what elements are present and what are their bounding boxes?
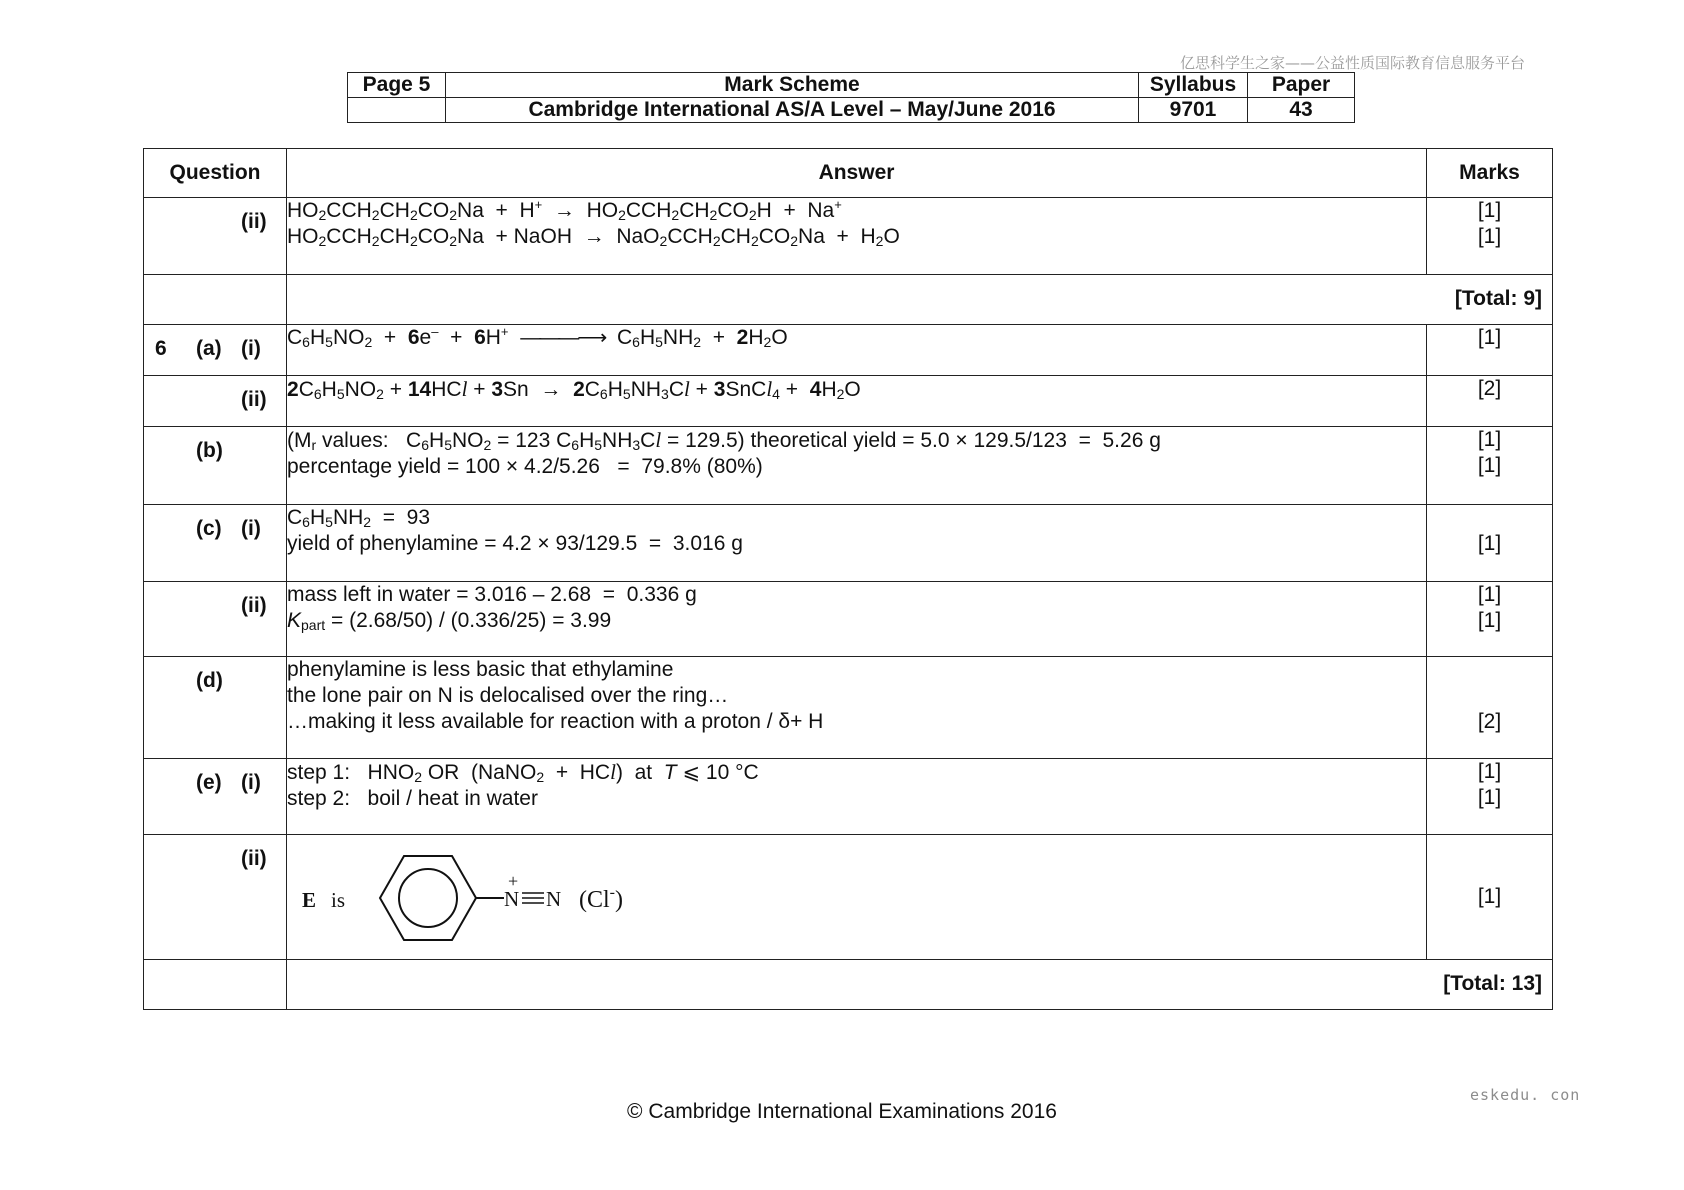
answer-cell: $C_6H_5NH_2 = 93$ yield of phenylamine = 4.2 × 93/129.5 = 3.016 g: [287, 505, 1427, 582]
column-header-answer: Answer: [287, 149, 1427, 198]
table-row: [144, 325, 1553, 376]
marks-cell: [1]: [1427, 325, 1553, 376]
paper-number: 43: [1248, 98, 1355, 123]
question-part: (ii): [241, 210, 267, 233]
marks-cell: [1]: [1427, 835, 1553, 960]
marks-cell: [1] [1]: [1427, 759, 1553, 835]
document-subtitle: Cambridge International AS/A Level – May/June 2016: [446, 98, 1139, 123]
syllabus-label: Syllabus: [1139, 73, 1248, 98]
chloride-counterion: (Cl-): [579, 884, 623, 913]
marks-cell: [1] [1]: [1427, 427, 1553, 505]
table-row: [144, 505, 1553, 582]
marks-cell: [1] [1]: [1427, 582, 1553, 657]
marks-cell: [1] [1]: [1427, 198, 1553, 275]
answer-cell: $C_6H_5NO_2 + 6e^- + 6H^+$ ———⟶ $C_6H_5NH_2 + 2H_2O$: [287, 325, 1427, 376]
question-part: (b): [196, 439, 223, 462]
diazonium-structure-diagram: [287, 835, 707, 949]
marks-cell: [1]: [1427, 505, 1553, 582]
question-part: (c): [196, 517, 222, 540]
aromatic-circle: [399, 869, 457, 927]
column-header-question: Question: [144, 149, 287, 198]
watermark-text: 亿思科学生之家——公益性质国际教育信息服务平台: [1180, 54, 1526, 72]
nitrogen-1: N: [504, 887, 520, 911]
is-word: is: [331, 888, 346, 912]
question-part: (ii): [241, 847, 267, 870]
syllabus-code: 9701: [1139, 98, 1248, 123]
answer-cell: step 1: $HNO_2$ OR (NaNO$_2$ + HCl) at T ⩽ 10 °C step 2: boil / heat in water: [287, 759, 1427, 835]
table-row: [144, 582, 1553, 657]
question-part: (ii): [241, 388, 267, 411]
question-part: (e): [196, 771, 222, 794]
question-part: (d): [196, 669, 223, 692]
header-table: [347, 72, 1355, 123]
table-row: [144, 657, 1553, 759]
marks-cell: [2]: [1427, 376, 1553, 427]
table-row: [144, 427, 1553, 505]
question-number: 6: [155, 337, 167, 360]
answer-cell: phenylamine is less basic that ethylamine the lone pair on N is delocalised over the ring… …making it less available for reaction with a proton / δ+ H: [287, 657, 1427, 759]
table-row: [144, 759, 1553, 835]
answer-cell: mass left in water = 3.016 – 2.68 = 0.336 g $K_{part} = (2.68/50) / (0.336/25) = 3.99$: [287, 582, 1427, 657]
page-number: Page 5: [348, 73, 446, 98]
question-subpart: (i): [241, 337, 261, 360]
answer-cell: ($M_r$ values: $C_6H_5NO_2 = 123$ $C_6H_5NH_3Cl = 129.5$) theoretical yield = 5.0 × 129.5/123 = 5.26 g percentage yield = 100 × 4.2/5.26 = 79.8% (80%): [287, 427, 1427, 505]
table-row: [144, 376, 1553, 427]
table-row: [144, 275, 1553, 325]
total-marks: [Total: 13]: [287, 960, 1553, 1010]
document-title: Mark Scheme: [446, 73, 1139, 98]
column-header-marks: Marks: [1427, 149, 1553, 198]
compound-label: E: [302, 888, 317, 912]
answer-cell: [287, 835, 1427, 960]
question-part: (ii): [241, 594, 267, 617]
mark-scheme-table: [143, 148, 1553, 1010]
nitrogen-2: N: [546, 887, 562, 911]
question-subpart: (i): [241, 517, 261, 540]
total-marks: [Total: 9]: [287, 275, 1553, 325]
question-part: (a): [196, 337, 222, 360]
paper-label: Paper: [1248, 73, 1355, 98]
answer-cell: $2C_6H_5NO_2 + 14HCl + 3Sn \to 2C_6H_5NH_3Cl$ + 3SnCl$_4$ + $4H_2O$: [287, 376, 1427, 427]
table-row: [144, 198, 1553, 275]
table-row: [144, 835, 1553, 960]
question-subpart: (i): [241, 771, 261, 794]
marks-cell: [2]: [1427, 657, 1553, 759]
answer-cell: $HO_2CCH_2CH_2CO_2Na + H^+ \to HO_2CCH_2CH_2CO_2H + Na^+$ $HO_2CCH_2CH_2CO_2Na$ + NaOH → $NaO_2CCH_2CH_2CO_2Na + H_2O$: [287, 198, 1427, 275]
empty-cell: [348, 98, 446, 123]
copyright-footer: © Cambridge International Examinations 2016: [627, 1100, 1057, 1123]
table-row: [144, 960, 1553, 1010]
positive-charge: +: [508, 871, 519, 891]
site-watermark: eskedu. con: [1470, 1086, 1581, 1104]
